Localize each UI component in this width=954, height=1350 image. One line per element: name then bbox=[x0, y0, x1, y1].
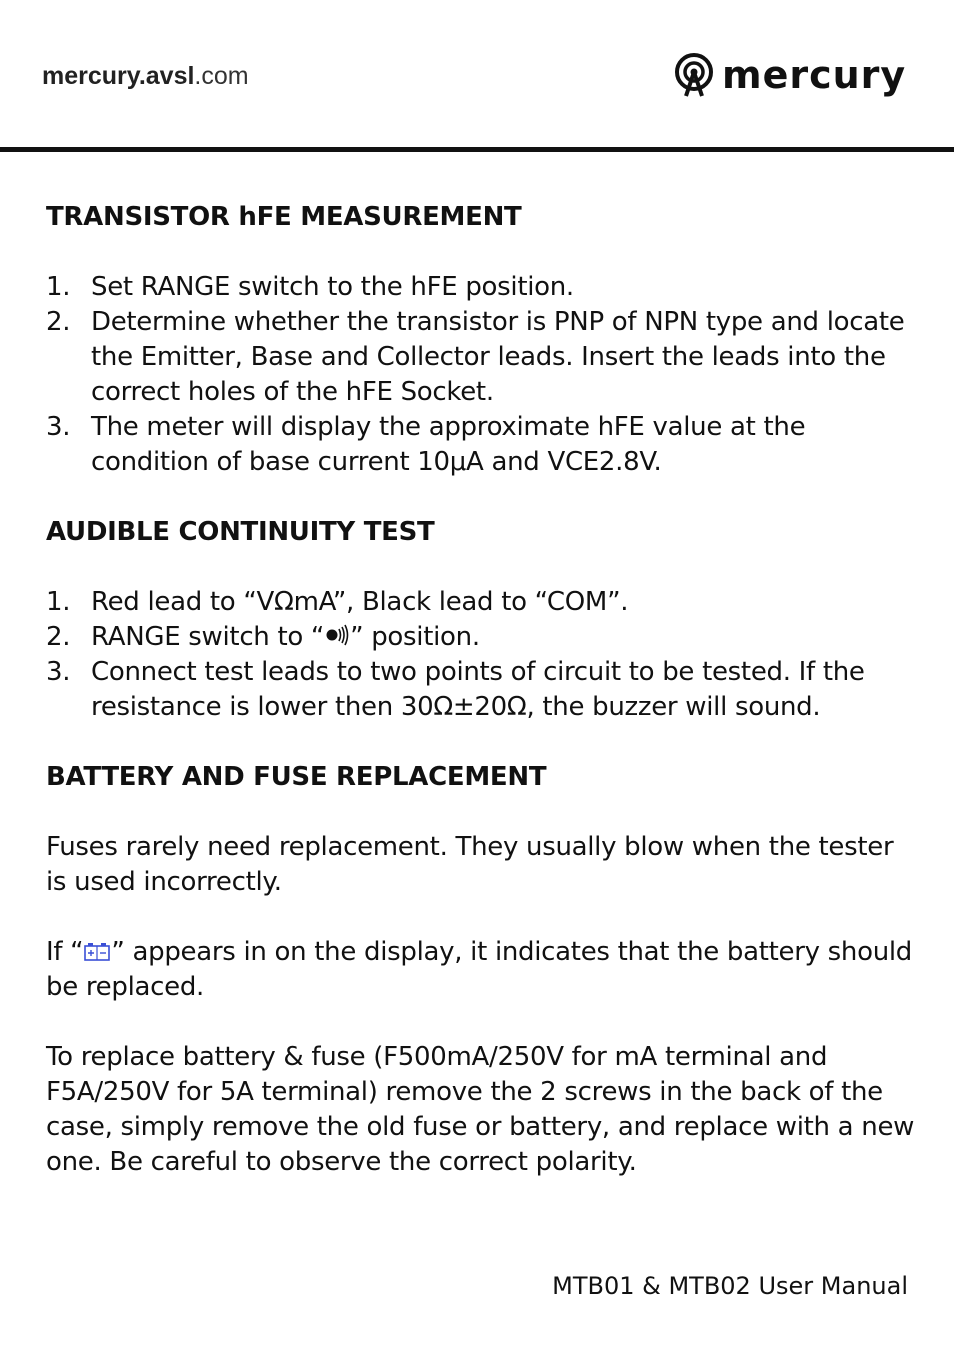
section-title-hfe: TRANSISTOR hFE MEASUREMENT bbox=[46, 202, 522, 232]
battery-low-icon bbox=[83, 942, 111, 962]
manual-title-footer: MTB01 & MTB02 User Manual bbox=[552, 1272, 908, 1300]
list-item: 3. The meter will display the approximate hFE value at the condition of base current 10μA and VCE2.8V. bbox=[46, 412, 806, 477]
buzzer-sound-icon bbox=[324, 623, 350, 647]
site-url-tld: .com bbox=[194, 62, 249, 90]
site-url bbox=[42, 62, 249, 91]
site-url-domain: mercury.avsl bbox=[42, 62, 195, 90]
continuity-steps-list bbox=[46, 585, 916, 725]
list-item: 2. Determine whether the transistor is PNP of NPN type and locate the Emitter, Base and Collector leads. Insert the leads into the correct holes of the hFE Socket. bbox=[46, 307, 905, 407]
brand-name: mercury bbox=[722, 53, 907, 97]
section-title-battery: BATTERY AND FUSE REPLACEMENT bbox=[46, 762, 547, 792]
radio-tower-logo-icon bbox=[674, 52, 714, 98]
manual-content bbox=[46, 200, 916, 1180]
section-title-continuity: AUDIBLE CONTINUITY TEST bbox=[46, 517, 435, 547]
list-item: 1. Red lead to “VΩmA”, Black lead to “COM”. bbox=[46, 587, 629, 617]
battery-paragraph-fuses: Fuses rarely need replacement. They usually blow when the tester is used incorrectly. bbox=[46, 832, 894, 897]
list-item: 2. RANGE switch to “ ” position. bbox=[46, 622, 480, 652]
list-item: 1. Set RANGE switch to the hFE position. bbox=[46, 272, 574, 302]
header-divider bbox=[0, 147, 954, 152]
hfe-steps-list bbox=[46, 270, 916, 480]
battery-paragraph-replace: To replace battery & fuse (F500mA/250V for mA terminal and F5A/250V for 5A terminal) remove the 2 screws in the back of the case, simply remove the old fuse or battery, and replace with a new one. Be careful to observe the correct polarity. bbox=[46, 1042, 915, 1177]
brand-logo bbox=[674, 50, 906, 100]
list-item: 3. Connect test leads to two points of circuit to be tested. If the resistance is lower then 30Ω±20Ω, the buzzer will sound. bbox=[46, 657, 865, 722]
page-header bbox=[0, 0, 954, 152]
battery-paragraph-indicator: If “ ” appears in on the display, it indicates that the battery should be replaced. bbox=[46, 937, 913, 1002]
